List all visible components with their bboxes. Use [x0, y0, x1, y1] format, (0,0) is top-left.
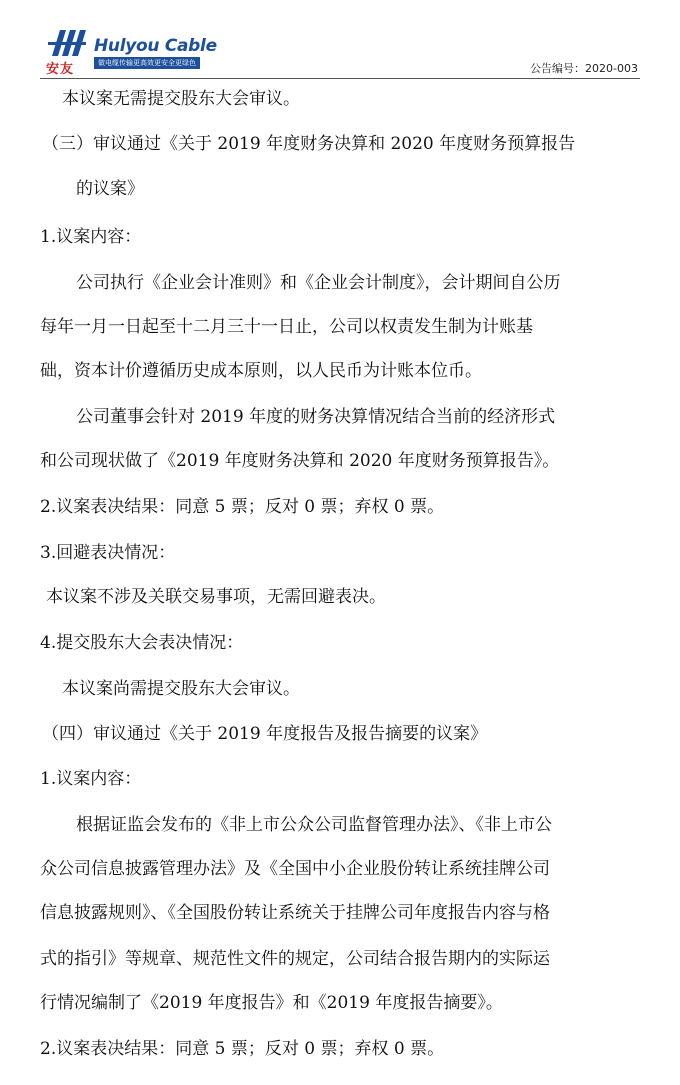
paragraph-line: 每年一月一日起至十二月三十一日止，公司以权责发生制为计账基 [40, 317, 533, 337]
logo-english-text: Hulyou Cable [94, 36, 217, 56]
paragraph-line: 公司执行《企业会计准则》和《企业会计制度》，会计期间自公历 [76, 273, 561, 293]
paragraph-line: 众公司信息披露管理办法》及《全国中小企业股份转让系统挂牌公司 [40, 859, 550, 879]
paragraph-line: 式的指引》等规章、规范性文件的规定，公司结合报告期内的实际运 [40, 949, 550, 969]
paragraph-line: 础，资本计价遵循历史成本原则，以人民币为计账本位币。 [40, 361, 482, 381]
paragraph-line: 根据证监会发布的《非上市公众公司监督管理办法》、《非上市公 [76, 815, 552, 835]
paragraph-line: 和公司现状做了《2019 年度财务决算和 2020 年度财务预算报告》。 [40, 451, 560, 471]
paragraph-line: 信息披露规则》、《全国股份转让系统关于挂牌公司年度报告内容与格 [40, 903, 550, 923]
paragraph-line: 本议案尚需提交股东大会审议。 [62, 679, 300, 699]
company-logo [46, 28, 246, 77]
logo-slogan: 做电缆传输更高效更安全更绿色 [94, 57, 200, 69]
paragraph-line: 本议案无需提交股东大会审议。 [62, 89, 300, 109]
section-heading: （四）审议通过《关于 2019 年度报告及报告摘要的议案》 [42, 724, 488, 744]
paragraph-line: 行情况编制了《2019 年度报告》和《2019 年度报告摘要》。 [40, 993, 503, 1013]
announcement-number: 公告编号：2020-003 [530, 62, 638, 75]
paragraph-line: 本议案不涉及关联交易事项，无需回避表决。 [46, 587, 386, 607]
page-header [40, 28, 640, 79]
item-heading: 1.议案内容： [40, 227, 142, 247]
item-heading: 2.议案表决结果：同意 5 票；反对 0 票；弃权 0 票。 [40, 1039, 445, 1059]
item-heading: 4.提交股东大会表决情况： [40, 633, 244, 653]
section-heading: （三）审议通过《关于 2019 年度财务决算和 2020 年度财务预算报告 [42, 134, 576, 154]
item-heading: 2.议案表决结果：同意 5 票；反对 0 票；弃权 0 票。 [40, 497, 445, 517]
section-heading-continued: 的议案》 [76, 179, 144, 199]
logo-chinese-text: 安友 [46, 62, 75, 77]
item-heading: 1.议案内容： [40, 769, 142, 789]
paragraph-line: 公司董事会针对 2019 年度的财务决算情况结合当前的经济形式 [76, 407, 556, 427]
item-heading: 3.回避表决情况： [40, 543, 176, 563]
